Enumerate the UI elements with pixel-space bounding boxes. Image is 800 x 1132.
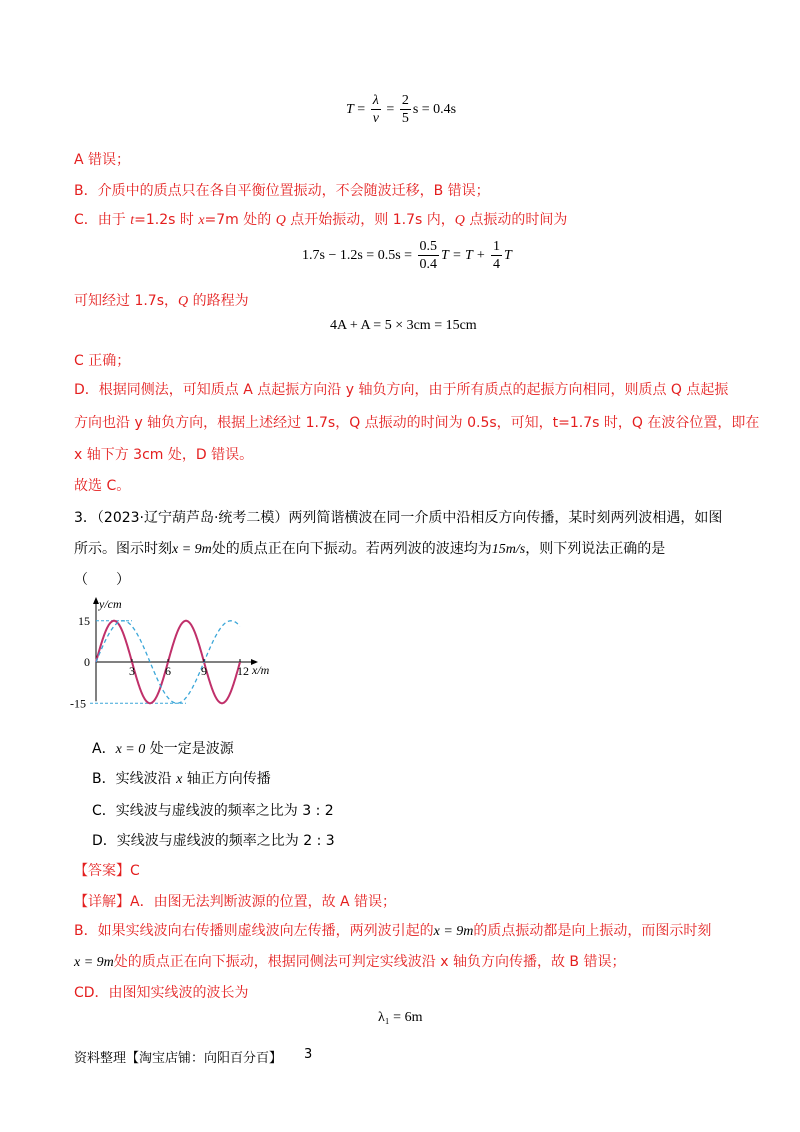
y-tick-label--15: -15	[70, 696, 86, 711]
x-tick-label-12: 12	[237, 664, 249, 678]
x-tick-label-9: 9	[201, 664, 207, 678]
detail-line-4: CD．由图知实线波的波长为	[74, 985, 249, 1001]
detail-line-3: x = 9m处的质点正在向下振动，根据同侧法可判定实线波沿 x 轴负方向传播，故 B 错误；	[74, 954, 626, 970]
d-line-3: x 轴下方 3cm 处，D 错误。	[74, 447, 254, 463]
x-tick-label-6: 6	[165, 664, 171, 678]
y-tick-label-0: 0	[84, 655, 90, 669]
equation-wavelength: λ₁ = 6m	[378, 1010, 423, 1025]
wave-chart	[70, 594, 270, 714]
option-c: C．实线波与虚线波的频率之比为 3 : 2	[92, 803, 334, 819]
equation-time: 1.7s − 1.2s = 0.5s = $\frac{0.5}{0.4}$ T = T + $\frac{1}{4}$ T	[302, 239, 512, 272]
answer-label: 【答案】C	[74, 863, 140, 879]
footer-text: 资料整理【淘宝店铺：向阳百分百】	[74, 1051, 283, 1066]
detail-line-2: B．如果实线波向右传播则虚线波向左传播，两列波引起的x = 9m的质点振动都是向上振动，而图示时刻	[74, 923, 712, 939]
path-line: 可知经过 1.7s，Q 的路程为	[74, 293, 249, 309]
question-bracket: （ ）	[74, 572, 130, 588]
x-tick-label-3: 3	[129, 664, 135, 678]
question-line-2: 所示。图示时刻x = 9m处的质点正在向下振动。若两列波的波速均为15m/s，则下列说法正确的是	[74, 541, 666, 557]
detail-line-1: 【详解】A．由图无法判断波源的位置，故 A 错误；	[74, 894, 397, 910]
y-axis-label: y/cm	[99, 597, 122, 611]
y-tick-label-15: 15	[78, 613, 90, 628]
option-b: B．实线波沿 x 轴正方向传播	[92, 771, 271, 787]
option-d: D．实线波与虚线波的频率之比为 2 : 3	[92, 833, 335, 849]
option-a: A．x = 0 处一定是波源	[92, 741, 234, 757]
a-wrong-line: A 错误；	[74, 152, 131, 168]
d-line-1: D．根据同侧法，可知质点 A 点起振方向沿 y 轴负方向，由于所有质点的起振方向相同，则质点 Q 点起振	[74, 382, 729, 398]
page-number: 3	[304, 1047, 313, 1062]
b-text-line: B．介质中的质点只在各自平衡位置振动，不会随波迁移，B 错误；	[74, 183, 490, 199]
d-line-2: 方向也沿 y 轴负方向，根据上述经过 1.7s，Q 点振动的时间为 0.5s，可知，t=1.7s 时，Q 在波谷位置，即在	[74, 415, 760, 431]
choose-line: 故选 C。	[74, 478, 131, 494]
c-intro-line: C．由于 t=1.2s 时 x=7m 处的 Q 点开始振动，则 1.7s 内，Q 点振动的时间为	[74, 212, 568, 228]
c-right-line: C 正确；	[74, 353, 131, 369]
equation-path: 4A + A = 5 × 3cm = 15cm	[330, 318, 477, 333]
question-line-1: 3．（2023·辽宁葫芦岛·统考二模）两列简谐横波在同一介质中沿相反方向传播，某时刻两列波相遇，如图	[74, 510, 723, 526]
equation-period: T = $\frac{\lambda}{v}$ = $\frac{2}{5}$ s = 0.4s	[346, 93, 457, 126]
x-axis-label: x/m	[252, 663, 270, 677]
